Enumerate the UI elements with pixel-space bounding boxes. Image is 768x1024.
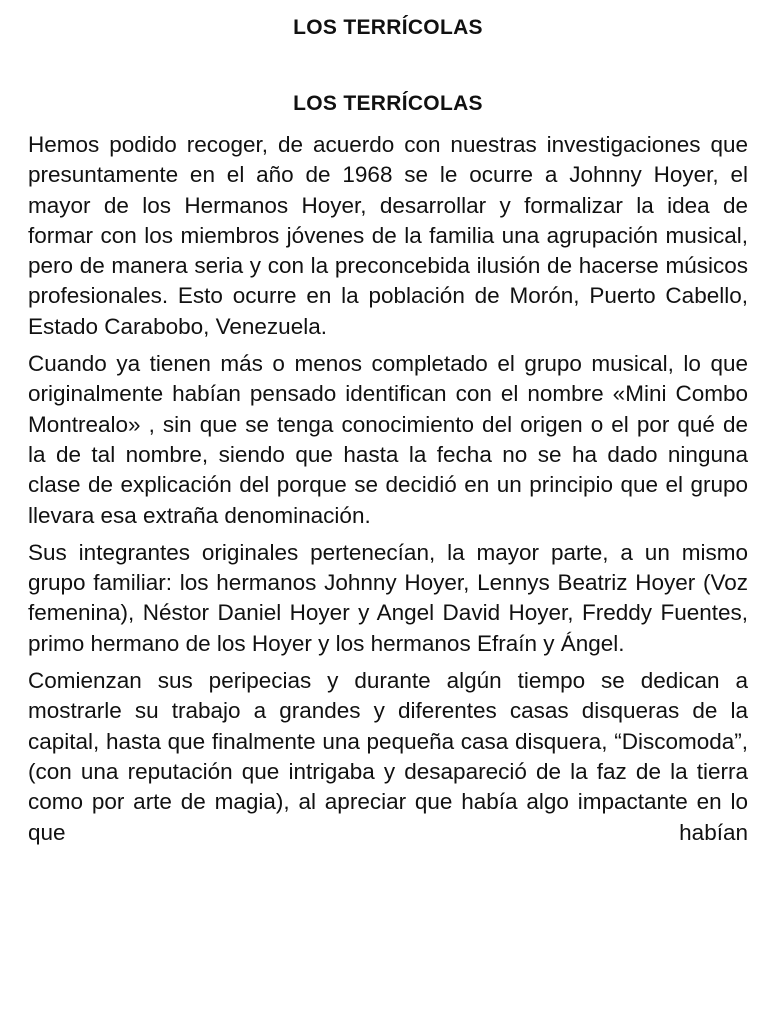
section-title: LOS TERRÍCOLAS bbox=[293, 92, 483, 115]
paragraph: Comienzan sus peripecias y durante algún tiempo se dedican a mostrarle su trabajo a grandes y diferentes casas disqueras de la capital, hasta que finalmente una pequeña casa disquera, “Discomoda”, (con una reputación que intrigaba y desapareció de la faz de la tierra como por arte de magia), al apreciar que había algo impactante en lo que habían bbox=[28, 668, 748, 845]
document-body bbox=[28, 130, 748, 855]
paragraph: Hemos podido recoger, de acuerdo con nuestras investigaciones que presuntamente en el año de 1968 se le ocurre a Johnny Hoyer, el mayor de los Hermanos Hoyer, desarrollar y formalizar la idea de formar con los miembros jóvenes de la familia una agrupación musical, pero de manera seria y con la preconcebida ilusión de hacerse músicos profesionales. Esto ocurre en la población de Morón, Puerto Cabello, Estado Carabobo, Venezuela. bbox=[28, 132, 748, 339]
document-title: LOS TERRÍCOLAS bbox=[293, 16, 483, 39]
paragraph: Cuando ya tienen más o menos completado el grupo musical, lo que originalmente habían pensado identifican con el nombre «Mini Combo Montrealo» , sin que se tenga conocimiento del origen o el por qué de la de tal nombre, siendo que hasta la fecha no se ha dado ninguna clase de explicación del porque se decidió en un principio que el grupo llevara esa extraña denominación. bbox=[28, 351, 748, 528]
paragraph: Sus integrantes originales pertenecían, la mayor parte, a un mismo grupo familiar: los hermanos Johnny Hoyer, Lennys Beatriz Hoyer (Voz femenina), Néstor Daniel Hoyer y Angel David Hoyer, Freddy Fuentes, primo hermano de los Hoyer y los hermanos Efraín y Ángel. bbox=[28, 539, 748, 656]
